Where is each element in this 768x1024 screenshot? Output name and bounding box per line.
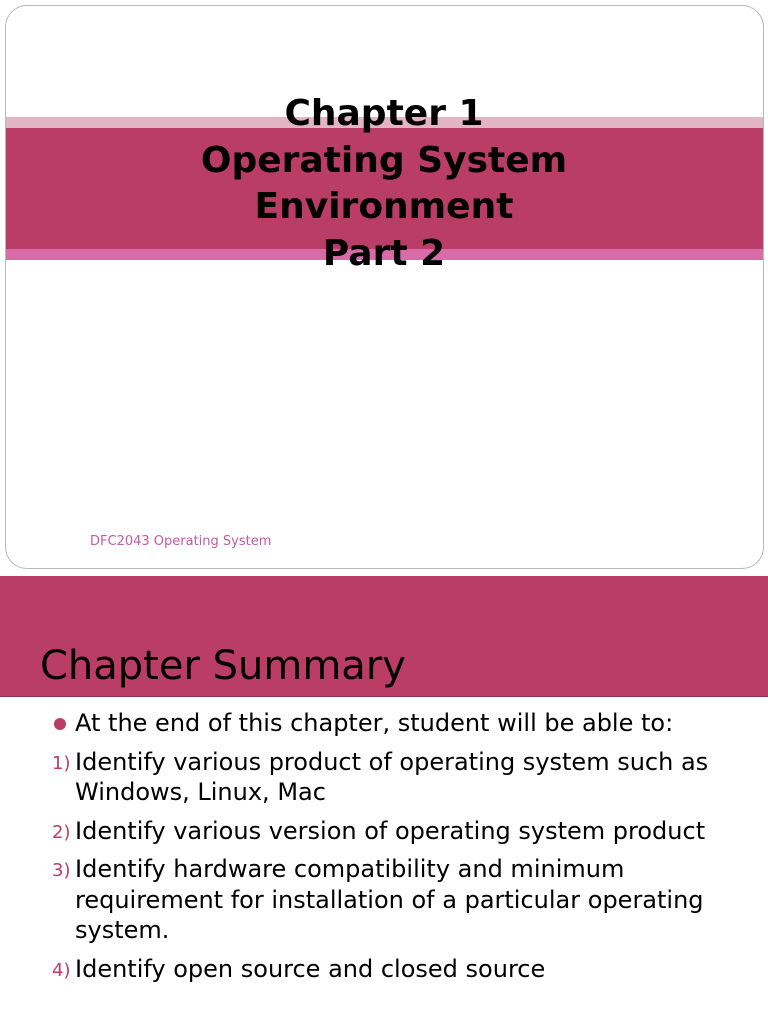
list-item xyxy=(52,954,712,985)
title-line: Operating System xyxy=(200,139,568,181)
title-slide xyxy=(5,5,764,569)
list-item-text: Identify open source and closed source xyxy=(75,954,546,983)
bullet-dot-icon xyxy=(54,718,66,730)
list-item-text: Identify various version of operating system product xyxy=(75,816,706,845)
title-line: Environment xyxy=(254,186,514,227)
list-item-text: Identify various product of operating system such as Windows, Linux, Mac xyxy=(75,747,709,806)
list-item xyxy=(52,854,712,946)
list-item xyxy=(52,747,712,808)
slide-footer: DFC2043 Operating System xyxy=(90,534,272,549)
title-line: Chapter 1 xyxy=(284,93,484,134)
list-number: 4) xyxy=(52,959,71,981)
summary-content xyxy=(52,708,712,992)
list-item-text: Identify hardware compatibility and minimum requirement for installation of a particular operating system. xyxy=(75,855,704,944)
intro-bullet xyxy=(52,708,712,739)
list-number: 1) xyxy=(52,752,71,774)
list-number: 3) xyxy=(52,860,71,881)
list-number: 2) xyxy=(52,821,71,843)
list-item xyxy=(52,816,712,847)
intro-text: At the end of this chapter, student will be able to: xyxy=(75,709,674,737)
summary-slide xyxy=(0,576,768,1024)
summary-title: Chapter Summary xyxy=(40,643,406,689)
slide-title xyxy=(0,91,768,277)
title-line: Part 2 xyxy=(322,232,446,274)
